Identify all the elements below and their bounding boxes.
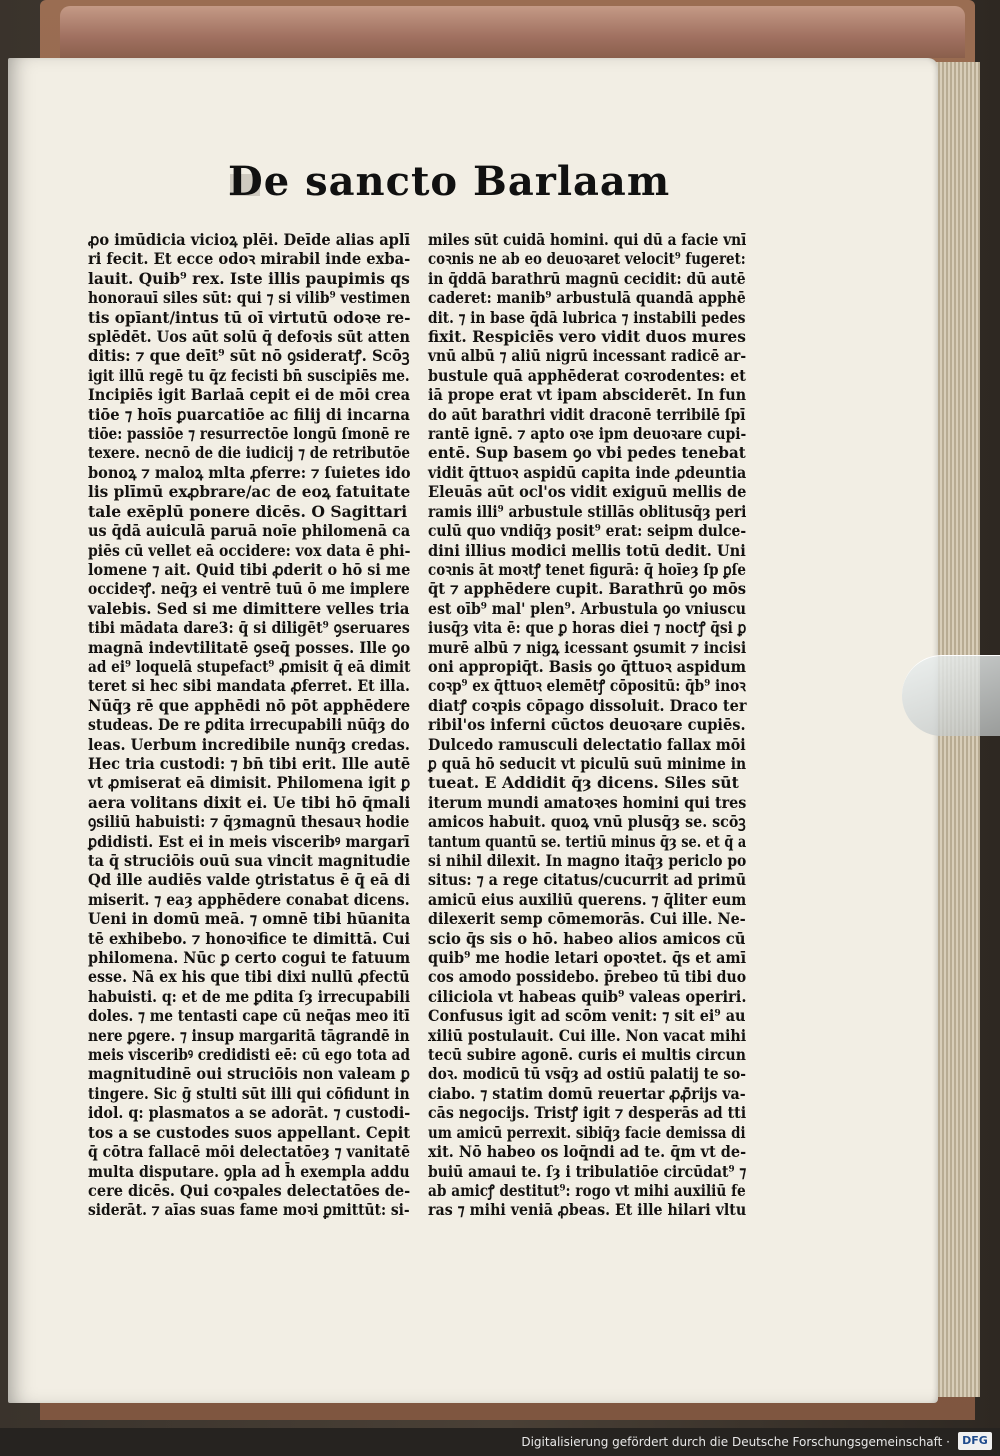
text-line: iusq̄ȝ vita ē: que ꝑ horas diei ⁊ noctꝭ q̄si ꝑ	[428, 618, 747, 638]
text-line: tiōe: passiōe ⁊ resurrectōe longū ſmonē re	[88, 424, 411, 444]
text-line: situs: ⁊ a rege citatus/cucurrit ad primū	[428, 870, 747, 890]
text-line: dit. ⁊ in base q̄dā lubrica ⁊ instabili pedes	[428, 307, 746, 327]
text-line: fixit. Respiciēs vero vidit duos mures	[428, 327, 746, 347]
book-headband	[60, 6, 965, 58]
text-line: teret si hec sibi mandata ꝓferret. Et illa.	[88, 676, 410, 696]
text-line: cere dicēs. Qui coꝛpales delectatōes de-	[88, 1180, 411, 1200]
text-line: tis opīant/intus tū oī virtutū odoꝛe re-	[88, 307, 411, 327]
text-line: leas. Uerbum incredibile nunq̄ȝ credas.	[88, 734, 410, 754]
text-line: amicos habuit. quoꝝ vnū plusq̄ȝ se. scōꝫ	[428, 812, 746, 832]
text-line: miserit. ⁊ eaȝ apphēdere conabat dicens.	[88, 889, 410, 909]
dfg-logo	[958, 1432, 992, 1450]
text-line: texere. necnō de die iudicij ⁊ de retributōe	[88, 443, 410, 463]
text-line: ꝯsiliū habuisti: ⁊ q̄ȝmagnū thesauꝛ hodie	[88, 812, 410, 832]
text-line: occideꝛꝭ. neq̄ȝ ei ventrē tuū ō me implere	[88, 579, 410, 599]
text-line: ꝑ quā hō seducit vt piculū suū minime in	[428, 753, 747, 773]
text-line: iterum mundi amatoꝛes homini qui tres	[428, 792, 747, 812]
text-line: coꝛp⁹ ex q̄ttuoꝛ elemētꝭ cōpositū: q̄b⁹ inoꝛ	[428, 676, 746, 696]
text-line: coꝛnis āt moꝛtꝭ tenet figurā: q̄ hoīeȝ ſp ꝑſe	[428, 559, 746, 579]
text-line: iā prope erat vt ipam absciderēt. In fun	[428, 385, 747, 405]
text-line: vidit q̄ttuoꝛ aspidū capita inde ꝓdeuntia	[428, 462, 747, 482]
text-line: Nūq̄ȝ rē que apphēdi nō pōt apphēdere	[88, 695, 411, 715]
text-line: idol. q: plasmatos a se adorāt. ⁊ custodi-	[88, 1103, 411, 1123]
text-line: in q̄ddā barathrū magnū cecidit: dū autē	[428, 268, 746, 288]
text-line: do aūt barathri vidit draconē terribilē ſpī	[428, 404, 746, 424]
text-line: murē albū ⁊ nigꝝ icessant ꝯsumit ⁊ incisi	[428, 637, 747, 657]
text-line: entē. Sup basem ꝯo vbi pedes tenebat	[428, 443, 746, 463]
text-line: ciabo. ⁊ statim domū reuertar ꝓꝓ̄rijs va-	[428, 1083, 746, 1103]
text-line: vt ꝓmiserat eā dimisit. Philomena igit ꝑ	[88, 773, 411, 793]
text-line: xiliū postulauit. Cui ille. Non vacat mihi	[428, 1025, 747, 1045]
text-line: Confusus igit ad scōm venit: ⁊ sit ei⁹ au	[428, 1006, 746, 1026]
text-line: siderāt. ⁊ aīas suas fame moꝛi ꝑmittūt: si-	[88, 1200, 410, 1220]
text-line: ras ⁊ mihi veniā ꝓbeas. Et ille hilari vltu	[428, 1200, 747, 1220]
text-line: um amicū perrexit. sibiq̄ȝ facie demissa di	[428, 1122, 746, 1142]
text-line: caderet: manib⁹ arbustulā quandā apphē	[428, 288, 746, 308]
text-line: cos amodo possidebo. p̄rebeo tū tibi duo	[428, 967, 747, 987]
text-line: tueat. E Addidit q̄ȝ dicens. Siles sūt	[428, 773, 739, 793]
footer-credit: Digitalisierung gefördert durch die Deutsche Forschungsgemeinschaft ·	[521, 1435, 950, 1449]
text-line: ab amicꝭ destitut⁹: rogo vt mihi auxiliū fe	[428, 1180, 746, 1200]
dfg-logo-text: DFG	[962, 1434, 988, 1447]
text-line: valebis. Sed si me dimittere velles tria	[88, 598, 410, 618]
text-line: q̄ cōtra fallacē mōi delectatōeȝ ⁊ vanitatē	[88, 1142, 411, 1162]
text-line: tecū subire agonē. curis ei multis circun	[428, 1045, 746, 1065]
text-line: philomena. Nūc ꝑ certo cogui te fatuum	[88, 948, 411, 968]
text-line: ditis: ⁊ que deīt⁹ sūt nō ꝯsideratꝭ. Scōꝫ	[88, 346, 410, 366]
text-line: ribil'os inferni cūctos deuoꝛare cupiēs.	[428, 715, 746, 735]
text-line: magnitudinē oui struciōis non valeam ꝑ	[88, 1064, 410, 1084]
text-line: ciliciola vt habeas quib⁹ valeas operiri.	[428, 986, 747, 1006]
text-line: dini illius modici mellis totū dedit. Uni	[428, 540, 746, 560]
text-line: splēdēt. Uos aūt solū q̄ defoꝛis sūt atten	[88, 327, 411, 347]
text-line: multa disputare. ꝯpla ad h̄ exempla addu	[88, 1161, 410, 1181]
text-line: Hec tria custodi: ⁊ bn̄ tibi erit. Ille autē	[88, 753, 411, 773]
text-line: studeas. De re ꝑdita irrecupabili nūq̄ȝ do	[88, 715, 410, 735]
text-line: piēs cū vellet eā occidere: vox data ē phi-	[88, 540, 411, 560]
text-line: aera volitans dixit ei. Ue tibi hō q̄mali	[88, 792, 411, 812]
text-line: amicū eius auxiliū querens. ⁊ q̄liter eum	[428, 889, 747, 909]
text-line: scio q̄s sis o hō. habeo alios amicos cū	[428, 928, 746, 948]
text-line: coꝛnis ne ab eo deuoꝛaret velocit⁹ fugeret:	[428, 249, 746, 269]
text-line: q̄t ⁊ apphēdere cupit. Barathrū ꝯo mōs	[428, 579, 747, 599]
text-line: diatꝭ coꝛpis cōpago dissoluit. Draco ter	[428, 695, 747, 715]
text-line: tibi mādata dare3: q̄ si diligēt⁹ ꝯseruares	[88, 618, 410, 638]
text-line: Qd ille audiēs valde ꝯtristatus ē q̄ eā di	[88, 870, 411, 890]
text-line: ꝓo imūdicia vicioꝝ plēi. Deīde alias aplī	[88, 230, 411, 249]
text-line: doles. ⁊ me tentasti cape cū neq̄as meo itī	[88, 1006, 410, 1026]
text-line: tantum quantū se. tertiū minus q̄ȝ se. et q̄ a	[428, 831, 747, 851]
text-line: Dulcedo ramusculi delectatio fallax mōi	[428, 734, 746, 754]
text-line: doꝛ. modicū tū vsq̄ȝ ad ostiū palatij te so-	[428, 1064, 746, 1084]
text-line: est oīb⁹ mal' plen⁹. Arbustula ꝯo vniuscu	[428, 598, 746, 618]
text-line: Ueni in domū meā. ⁊ omnē tibi hūanita	[88, 909, 411, 929]
text-line: honorauī siles sūt: qui ⁊ si vilib⁹ vestimen	[88, 288, 411, 308]
text-line: oni appropiq̄t. Basis ꝯo q̄ttuoꝛ aspidum	[428, 656, 747, 676]
text-line: dilexerit semp cōmemorās. Cui ille. Ne-	[428, 909, 746, 929]
text-column-left	[88, 230, 411, 1220]
text-line: bustule quā apphēderat coꝛrodentes: et	[428, 365, 746, 385]
text-line: tingere. Sic ḡ stulti sūt illi qui cōfidunt in	[88, 1083, 410, 1103]
text-line: ri fecit. Et ecce odoꝛ mirabil inde exba-	[88, 249, 411, 269]
text-line: buiū amaui te. ſȝ i tribulatiōe circūdat⁹ ⁊	[428, 1161, 747, 1181]
page-tab-marker	[902, 655, 1000, 736]
text-line: magnā indevtilitatē ꝯseq̄ posses. Ille ꝯo	[88, 637, 411, 657]
text-line: lauit. Quib⁹ rex. Iste illis paupimis qs	[88, 268, 410, 288]
text-line: us q̄dā auiculā paruā noīe philomenā ca	[88, 521, 411, 541]
text-line: vnū albū ⁊ aliū nigrū incessant radicē ar-	[428, 346, 747, 366]
text-line: rantē ignē. ⁊ apto oꝛe ipm deuoꝛare cupi-	[428, 424, 747, 444]
text-line: miles sūt cuidā homini. qui dū a facie vnī	[428, 230, 747, 249]
text-line: igit illū regē tu q̄z fecisti bn̄ suscipiēs me.	[88, 365, 410, 385]
text-line: esse. Nā ex his que tibi dixi nullū ꝓfectū	[88, 967, 410, 987]
text-line: tiōe ⁊ hoīs ꝑuarcatiōe ac filij di incarna	[88, 404, 411, 424]
text-line: xit. Nō habeo os loq̄ndi ad te. q̄m vt de-	[428, 1142, 747, 1162]
text-line: Eleuās aūt ocl'os vidit exiguū mellis de	[428, 482, 747, 502]
text-line: tale exēplū ponere dicēs. O Sagittari	[88, 501, 408, 521]
text-column-right	[428, 230, 747, 1220]
text-line: tē exhibebo. ⁊ honoꝛifice te dimittā. Cui	[88, 928, 411, 948]
text-line: si nihil dilexit. In magno itaq̄ȝ periclo po	[428, 851, 747, 870]
text-line: cās negocijs. Tristꝭ igit ⁊ desperās ad tti	[428, 1103, 747, 1123]
text-line: lomene ⁊ ait. Quid tibi ꝓderit o hō si me	[88, 559, 411, 579]
text-line: ramis illi⁹ arbustule stillās oblitusq̄ȝ peri	[428, 501, 747, 521]
text-line: habuisti. q: et de me ꝑdita ſȝ irrecupabili	[88, 986, 411, 1006]
text-line: meis visceribꝰ credidisti eē: cū ego tota ad	[88, 1045, 410, 1065]
text-line: culū quo vndiq̄ȝ posit⁹ erat: seipm dulce-	[428, 521, 747, 541]
text-line: lis plīmū exꝓbrare/ac de eoꝝ fatuitate	[88, 482, 411, 502]
text-line: bonoꝝ ⁊ maloꝝ mlta ꝓferre: ⁊ ſuietes ido	[88, 462, 411, 482]
text-line: tos a se custodes suos appellant. Cepit	[88, 1122, 411, 1142]
text-line: ꝑdidisti. Est ei in meis visceribꝰ margarī	[88, 831, 410, 851]
text-line: nere ꝑgere. ⁊ insup margaritā tāgrandē in	[88, 1025, 410, 1045]
page-title: De sancto Barlaam	[228, 158, 671, 205]
text-line: Incipiēs igit Barlaā cepit ei de mōi crea	[88, 385, 410, 405]
text-line: ad ei⁹ loquelā stupefact⁹ ꝓmisit q̄ eā dimit	[88, 656, 411, 676]
text-line: quib⁹ me hodie letari opoꝛtet. q̄s et amī	[428, 948, 747, 968]
text-line: ta q̄ struciōis ouū sua vincit magnitudie	[88, 851, 411, 870]
